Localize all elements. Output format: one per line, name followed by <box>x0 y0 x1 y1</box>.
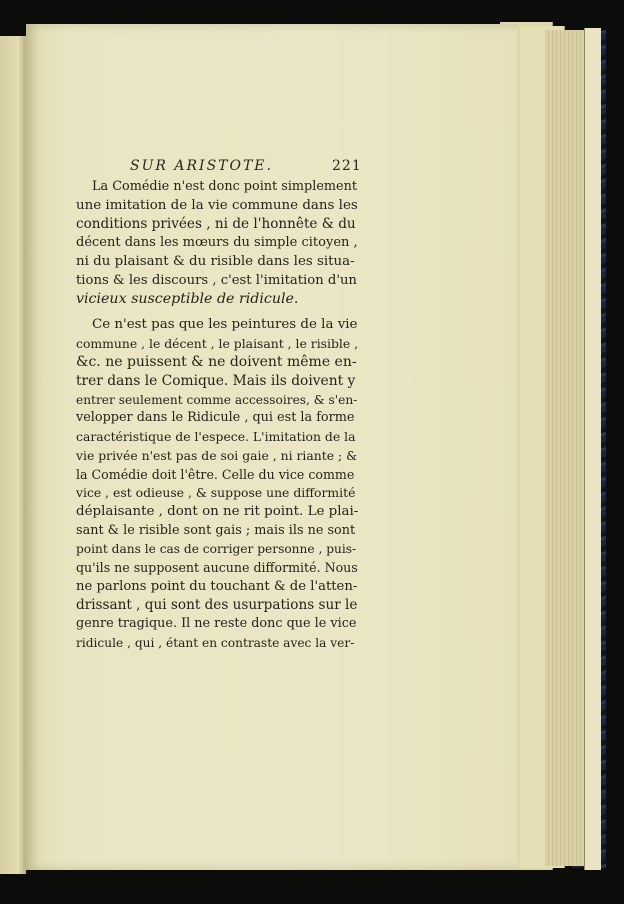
text-line: entrer seulement comme accessoires, & s'en- <box>76 392 358 407</box>
page-number: 221 <box>332 158 362 174</box>
text-line: tions & les discours , c'est l'imitation d'un <box>76 272 357 288</box>
text-line: La Comédie n'est donc point simplement <box>92 179 357 194</box>
text-line: qu'ils ne supposent aucune difformité. Nous <box>76 560 358 576</box>
text-line: caractéristique de l'espece. L'imitation de la <box>76 429 356 445</box>
text-line: déplaisante , dont on ne rit point. Le plai- <box>76 503 359 519</box>
text-line: une imitation de la vie commune dans les <box>76 197 358 213</box>
page-edges <box>545 30 586 866</box>
text-line: conditions privées , ni de l'honnête & du <box>76 216 356 233</box>
text-line: &c. ne puissent & ne doivent même en- <box>76 354 357 371</box>
facing-page-edge <box>0 36 26 874</box>
running-head <box>130 158 360 174</box>
text-line: vie privée n'est pas de soi gaie , ni riante ; & <box>76 447 358 463</box>
text-line: commune , le décent , le plaisant , le risible , <box>76 335 359 351</box>
text-line: Ce n'est pas que les peintures de la vie <box>92 316 358 332</box>
text-line: genre tragique. Il ne reste donc que le vice <box>76 616 357 632</box>
body-text <box>76 178 358 653</box>
text-line: sant & le risible sont gais ; mais ils ne sont <box>76 522 356 538</box>
paragraph-gap <box>76 309 358 316</box>
text-line: ne parlons point du touchant & de l'atten- <box>76 578 358 594</box>
text-line: ni du plaisant & du risible dans les situa- <box>76 253 355 269</box>
text-line: vice , est odieuse , & suppose une difformité <box>76 485 356 501</box>
text-line: la Comédie doit l'être. Celle du vice comme <box>76 466 355 482</box>
text-line: décent dans les mœurs du simple citoyen , <box>76 235 358 251</box>
text-line: trer dans le Comique. Mais ils doivent y <box>76 373 356 390</box>
text-line: ridicule , qui , étant en contraste avec la ver- <box>76 635 355 650</box>
text-line: point dans le cas de corriger personne , puis- <box>76 542 357 557</box>
text-line: drissant , qui sont des usurpations sur le <box>76 597 358 614</box>
text-line: velopper dans le Ridicule , qui est la forme <box>76 410 355 426</box>
running-head-title: SUR ARISTOTE. <box>130 158 273 174</box>
text-line: vicieux susceptible de ridicule. <box>76 291 299 308</box>
fore-edge <box>584 28 601 870</box>
